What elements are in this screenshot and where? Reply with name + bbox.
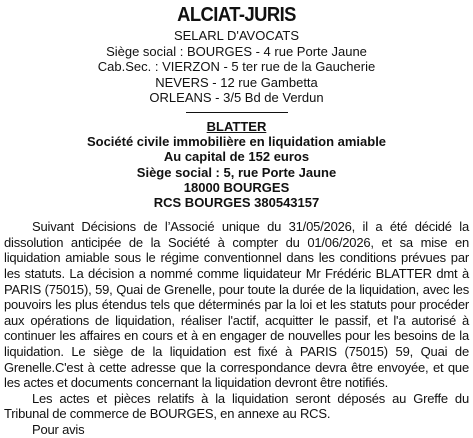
company-block (4, 119, 469, 210)
company-form: Société civile immobilière en liquidation amiable (86, 134, 387, 150)
firm-secondary-office: Cab.Sec. : VIERZON - 5 ter rue de la Gaucherie (97, 59, 376, 75)
company-address: Siège social : 5, rue Porte Jaune (136, 164, 337, 180)
firm-header (4, 0, 469, 106)
firm-type: SELARL D'AVOCATS (173, 28, 300, 43)
notice-closing: Pour avis (32, 421, 85, 437)
company-city: 18000 BOURGES (183, 179, 290, 195)
firm-office-orleans: ORLEANS - 3/5 Bd de Verdun (149, 90, 324, 106)
company-rcs: RCS BOURGES 380543157 (153, 194, 320, 210)
notice-paragraph-filing: Les actes et pièces relatifs à la liquidation seront déposés au Greffe du Tribunal de commerce de BOURGES, en annexe au RCS. (4, 390, 469, 422)
firm-office-nevers: NEVERS - 12 rue Gambetta (155, 74, 318, 90)
company-capital: Au capital de 152 euros (163, 149, 310, 165)
notice-paragraph-decision: Suivant Décisions de l’Associé unique du 31/05/2026, il a été décidé la dissolution anticipée de la Société à compter du 01/06/2026, et sa mise en liquidation amiable sous le régime conventionnel dans les conditions prévues par les statuts. La décision a nommé comme liquidateur Mr Frédéric BLATTER dmt à PARIS (75015), 59, Quai de Grenelle, pour toute la durée de la liquidation, avec les pouvoirs les plus étendus tels que déterminés par la loi et les statuts pour procéder aux opérations de liquidation, réaliser l'actif, acquitter le passif, et l'a autorisé à continuer les affaires en cours et à en engager de nouvelles pour les besoins de la liquidation. Le siège de la liquidation est fixé à PARIS (75015) 59, Quai de Grenelle.C'est à cette adresse que la correspondance devra être envoyée, et que les actes et documents concernant la liquidation devront être notifiés. (4, 219, 469, 391)
firm-name: ALCIAT-JURIS (177, 4, 296, 26)
company-name: BLATTER (206, 118, 267, 134)
firm-head-office: Siège social : BOURGES - 4 rue Porte Jaune (106, 43, 367, 59)
notice-body (4, 219, 469, 437)
divider (186, 112, 288, 113)
